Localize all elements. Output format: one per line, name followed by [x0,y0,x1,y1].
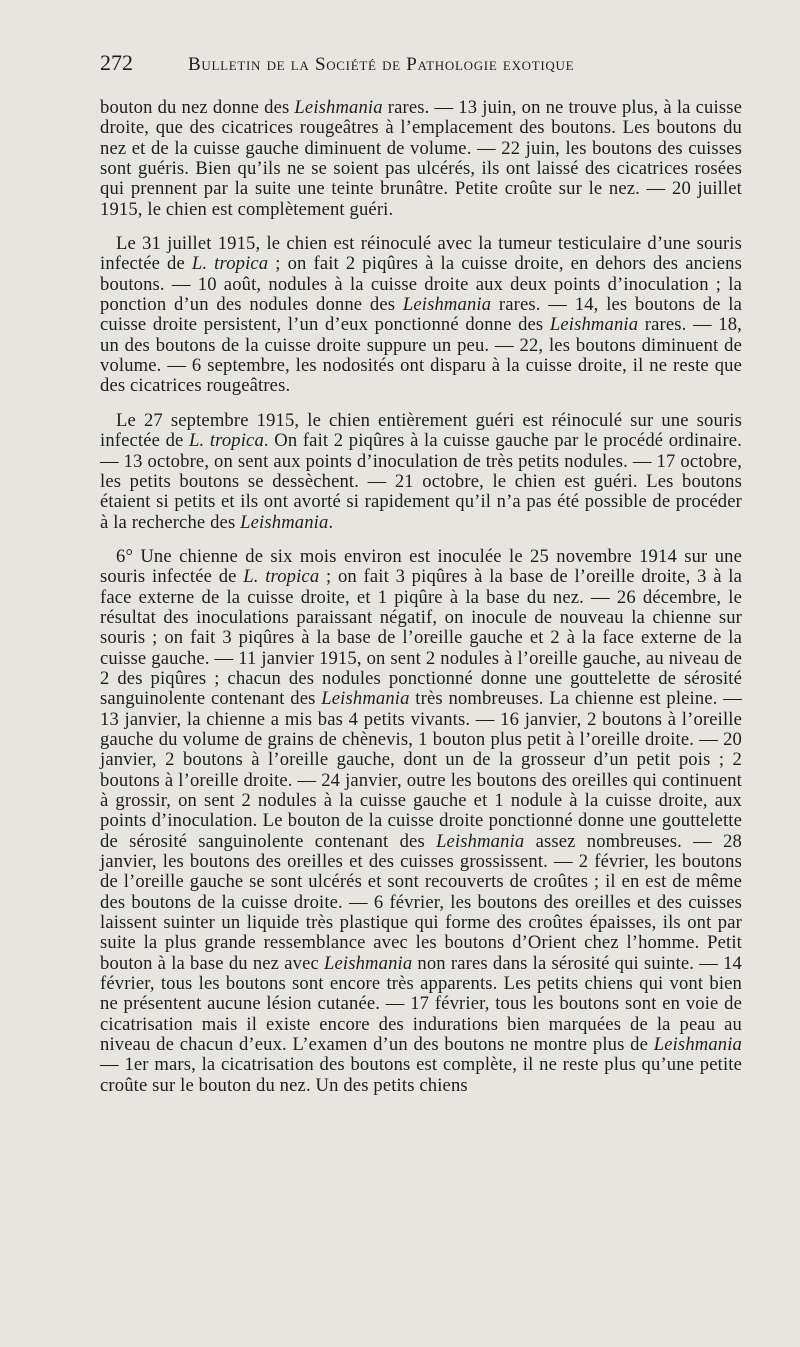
page-number: 272 [100,50,133,75]
text-run: — 1er mars, la cicatrisation des boutons est complète, il ne reste plus qu’une petite croûte sur le bouton du nez. Un des petits chiens [100,1054,742,1096]
text-run: . [328,511,334,533]
paragraph [100,411,742,533]
text-run: . On fait 2 piqûres à la cuisse gauche par le procédé ordinaire. — 13 octobre, on sent aux points d’inoculation de très petits nodules. — 17 octobre, les petits boutons se dessèchent. — 21 octobre, le chien est guéri. Les boutons étaient si petits et ils ont avorté si rapidement qu’il n’a pas été possible de procéder à la recherche des [100,430,742,533]
text-run: très nombreuses. La chienne est pleine. — 13 janvier, la chienne a mis bas 4 petits vivants. — 16 janvier, 2 boutons à l’oreille gauche du volume de grains de chènevis, 1 bouton plus petit à l’oreille droite. — 20 janvier, 2 boutons à l’oreille gauche, dont un de la grosseur d’un petit pois ; 2 boutons à l’oreille droite. — 24 janvier, outre les boutons des oreilles qui continuent à grossir, on sent 2 nodules à la cuisse gauche et 1 nodule à la cuisse droite, aux points d’inoculation. Le bouton de la cuisse droite ponctionné donne une gouttelette de sérosité sanguinolente contenant des [100,688,742,852]
italic-term: Leishmania [294,97,383,118]
text-run: rares. — 14, les boutons de la cuisse droite persistent, l’un d’eux ponctionné donne des [100,294,743,336]
text-run: ; on fait 3 piqûres à la base de l’oreille droite, 3 à la face externe de la cuisse droite, et 1 piqûre à la base du nez. — 26 décembre, le résultat des inoculations paraissant négatif, on inocule de nouveau la chienne sur souris ; on fait 3 piqûres à la base de l’oreille gauche et 2 à la face externe de la cuisse gauche. — 11 janvier 1915, on sent 2 nodules à l’oreille gauche, au niveau de 2 des piqûres ; chacun des nodules ponctionné donne une gouttelette de sérosité sanguinolente contenant des [100,566,742,710]
text-run: rares. — 13 juin, on ne trouve plus, à la cuisse droite, que des cicatrices rougeâtres à l’emplacement des boutons. Les boutons du nez et de la cuisse gauche diminuent de volume. — 22 juin, les boutons des cuisses sont guéris. Bien qu’ils ne se soient pas ulcérés, ils ont laissé des cicatrices rosées qui prennent par la suite une teinte brunâtre. Petite croûte sur le nez. — 20 juillet 1915, le chien est complètement guéri. [100,97,742,220]
italic-term: Leishmania [436,830,525,852]
text-run: non rares dans la sérosité qui suinte. — 14 février, tous les boutons sont encore très apparents. Les petits chiens qui vont bien ne présentent aucune lésion cutanée. — 17 février, tous les boutons sont en voie de cicatrisation mais il existe encore des indurations bien marquées de la peau au niveau de chacun d’eux. L’examen d’un des boutons ne montre plus de [100,952,742,1056]
italic-term: Leishmania [653,1034,742,1056]
italic-term: L. tropica [188,430,264,452]
italic-term: L. tropica [243,566,320,588]
page-header [100,50,742,92]
text-run: Le 27 septembre 1915, le chien entièrement guéri est réinoculé sur une souris infectée de [100,409,742,452]
italic-term: Leishmania [321,688,410,710]
body-text [100,98,742,1096]
text-run: ; on fait 2 piqûres à la cuisse droite, en dehors des anciens boutons. — 10 août, nodules à la cuisse droite aux deux points d’inoculation ; la ponction d’un des nodules donne des [100,253,742,316]
text-run: assez nombreuses. — 28 janvier, les boutons des oreilles et des cuisses grossissent. — 2 février, les boutons de l’oreille gauche se sont ulcérés et sont recouverts de croûtes ; il en est de même des boutons de la cuisse droite. — 6 février, les boutons des oreilles et des cuisses laissent suinter un liquide très plastique qui forme des croûtes épaisses, ils ont par suite la plus grande ressemblance avec les boutons d’Orient chez l’homme. Petit bouton à la base du nez avec [100,830,742,974]
italic-term: Leishmania [324,952,413,974]
italic-term: Leishmania [240,511,329,533]
running-title: Bulletin de la Société de Pathologie exotique [188,54,575,75]
text-run: rares. — 18, un des boutons de la cuisse droite suppure un peu. — 22, les boutons diminuent de volume. — 6 septembre, les nodosités ont disparu à la cuisse droite, il ne reste que des cicatrices rougeâtres. [100,314,742,397]
italic-term: Leishmania [549,314,639,336]
text-run: bouton du nez donne des [100,97,295,118]
text-run: 6° Une chienne de six mois environ est inoculée le 25 novembre 1914 sur une souris infectée de [100,545,742,588]
italic-term: Leishmania [402,294,492,316]
paragraph [100,547,742,1096]
italic-term: L. tropica [191,253,269,275]
paragraph [100,234,742,397]
text-run: Le 31 juillet 1915, le chien est réinoculé avec la tumeur testiculaire d’une souris infectée de [100,233,742,275]
paragraph [100,98,742,220]
